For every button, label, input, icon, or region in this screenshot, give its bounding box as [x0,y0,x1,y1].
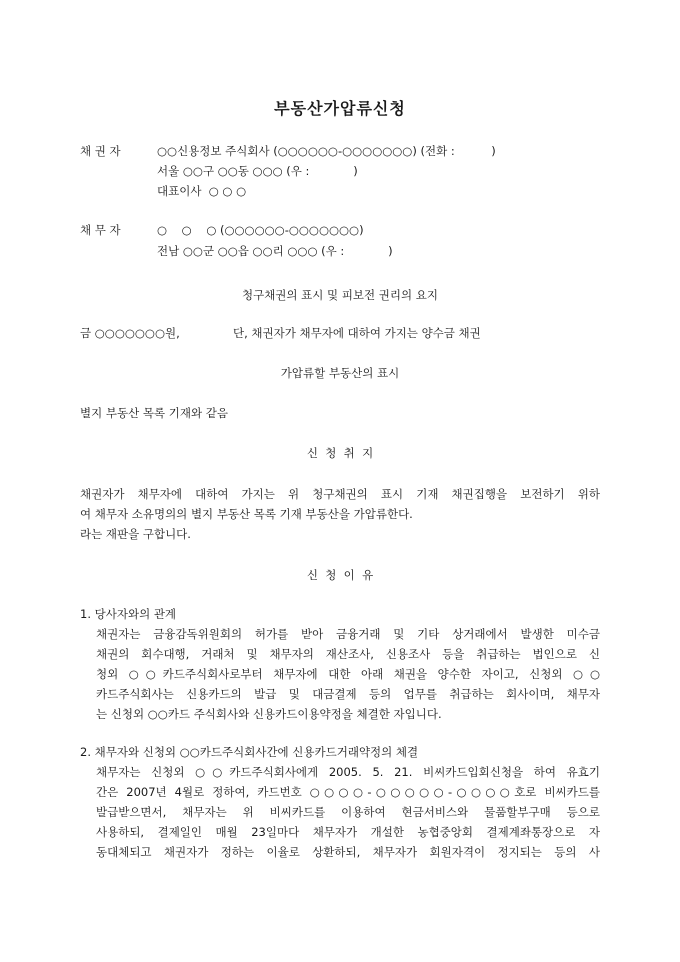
purpose-heading: 신 청 취 지 [306,446,374,460]
section-line: 채권의 회수대행, 거래처 및 채무자의 재산조사, 신용조사 등을 취급하는 법인으로 신 [96,647,600,661]
section-line: 카드주식회사는 신용카드의 발급 및 대금결제 등의 업무를 취급하는 회사이며, 채무자 [96,687,600,701]
claim-amount: 금 ○○○○○○○원, [80,326,180,340]
section-line: 동대체되고 채권자가 정하는 이율로 상환하되, 채무자가 회원자격이 정지되는 등의 사 [96,845,600,859]
debtor-address-line: 전남 ○○군 ○○읍 ○○리 ○○○ (우 : ) [157,244,393,258]
document-title: 부동산가압류신청 [274,99,406,118]
section-line: 는 신청외 ○○카드 주식회사와 신용카드이용약정을 체결한 자입니다. [96,707,442,721]
claim-heading: 청구채권의 표시 및 피보전 권리의 요지 [241,288,439,302]
section-line: 발급받으면서, 채무자는 위 비씨카드를 이용하여 현금서비스와 물품할부구매 등으로 [96,805,600,819]
property-heading: 가압류할 부동산의 표시 [280,366,400,380]
debtor-label: 채 무 자 [80,223,121,237]
creditor-representative-line: 대표이사 ○ ○ ○ [157,184,247,198]
section-line: 채권자는 금융감독위원회의 허가를 받아 금융거래 및 기타 상거래에서 발생한 미수금 [96,627,600,641]
section-line: 간은 2007년 4월로 정하여, 카드번호 ○○○○-○○○○○-○○○○호로 비씨카드를 [96,785,600,799]
purpose-line: 라는 재판을 구합니다. [80,527,191,541]
section-line: 청외 ○○카드주식회사로부터 채무자에 대한 아래 채권을 양수한 자이고, 신청외 ○○ [96,667,600,681]
creditor-name-line: ○○신용정보 주식회사 (○○○○○○-○○○○○○○) (전화 : ) [157,144,496,158]
purpose-line: 여 채무자 소유명의의 별지 부동산 목록 기재 부동산을 가압류한다. [80,507,413,521]
section-heading: 1. 당사자와의 관계 [80,607,177,621]
purpose-line: 채권자가 채무자에 대하여 가지는 위 청구채권의 표시 기재 채권집행을 보전하기 위하 [80,487,600,501]
section-heading: 2. 채무자와 신청외 ○○카드주식회사간에 신용카드거래약정의 체결 [80,745,419,759]
section-line: 채무자는 신청외 ○○카드주식회사에게 2005. 5. 21. 비씨카드입회신청을 하여 유효기 [96,765,600,779]
property-text: 별지 부동산 목록 기재와 같음 [80,406,228,420]
creditor-address-line: 서울 ○○구 ○○동 ○○○ (우 : ) [157,164,358,178]
debtor-name-line: ○ ○ ○ (○○○○○○-○○○○○○○) [157,223,364,237]
reason-heading: 신 청 이 유 [306,568,374,582]
section-line: 사용하되, 결제일인 매월 23일마다 채무자가 개설한 농협중앙회 결제계좌통장으로 자 [96,825,600,839]
creditor-label: 채 권 자 [80,144,121,158]
claim-note: 단, 채권자가 채무자에 대하여 가지는 양수금 채권 [233,326,481,340]
